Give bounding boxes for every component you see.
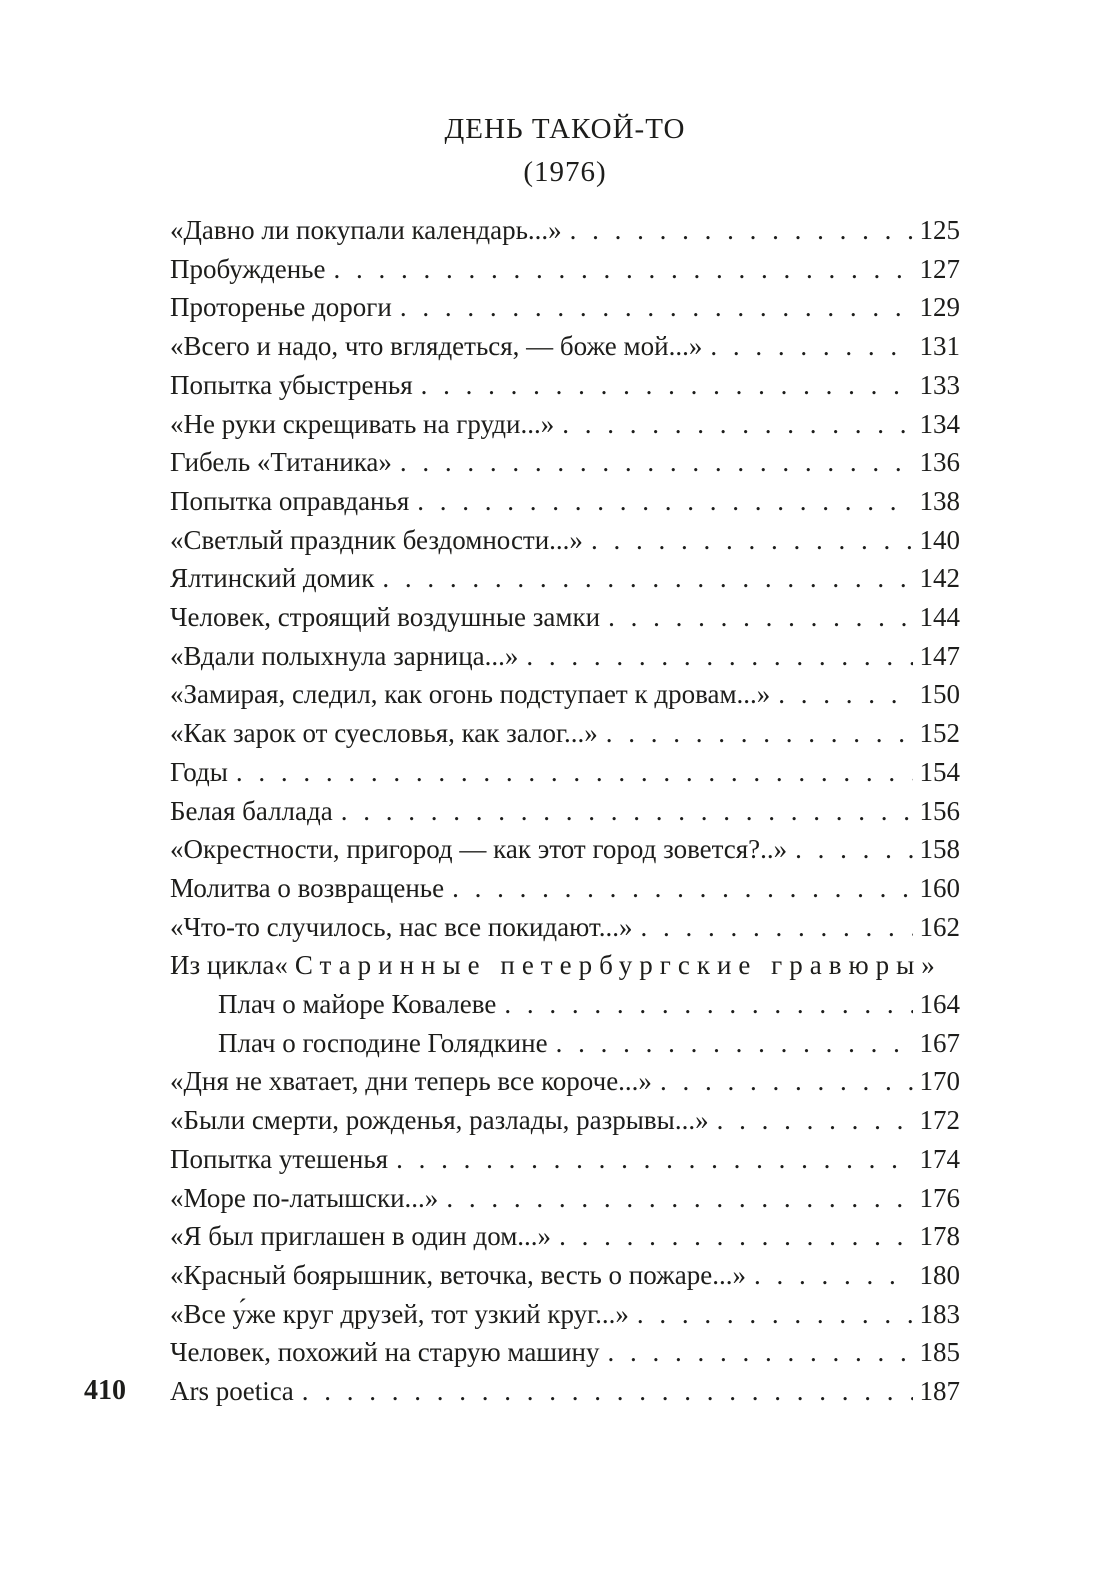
toc-entry-title: «Замирая, следил, как огонь подступает к дровам...»: [170, 679, 771, 710]
toc-entry-title: «Что-то случилось, нас все покидают...»: [170, 911, 633, 942]
toc-entry: [170, 211, 960, 250]
toc-list: [170, 211, 960, 1411]
toc-page-number: 154: [919, 756, 960, 787]
toc-entry-title: «Не руки скрещивать на груди...»: [170, 408, 555, 439]
section-title: ДЕНЬ ТАКОЙ-ТО: [444, 113, 686, 145]
toc-leader-dots: [496, 985, 913, 1024]
toc-entry-title: «Красный боярышник, веточка, весть о пожаре...»: [170, 1259, 746, 1290]
toc-entry-title: «Вдали полыхнула зарница...»: [170, 640, 519, 671]
toc-leader-dots: [392, 288, 913, 327]
toc-entry-title: «Всего и надо, что вглядеться, — боже мой...»: [170, 331, 703, 362]
toc-leader-dots: [392, 443, 913, 482]
toc-entry: [170, 521, 960, 560]
toc-page-number: 144: [919, 602, 960, 633]
toc-leader-dots: [600, 598, 913, 637]
toc-leader-dots: [746, 1256, 913, 1295]
toc-entry-title: Пробужденье: [170, 253, 326, 284]
toc-entry-title: Молитва о возвращенье: [170, 872, 445, 903]
toc-leader-dots: [388, 1140, 913, 1179]
toc-entry-title: «Окрестности, пригород — как этот город зовется?..»: [170, 834, 788, 865]
toc-page-number: 158: [919, 834, 960, 865]
toc-entry-title: Ялтинский домик: [170, 563, 375, 594]
toc-entry: [170, 405, 960, 444]
toc-leader-dots: [409, 482, 913, 521]
toc-entry: [170, 753, 960, 792]
folio-page-number: 410: [84, 1375, 126, 1406]
toc-leader-dots: [325, 250, 913, 289]
toc-leader-dots: [551, 1217, 913, 1256]
toc-page-number: 160: [919, 872, 960, 903]
toc-page-number: 176: [919, 1182, 960, 1213]
toc-entry-title: Человек, строящий воздушные замки: [170, 602, 601, 633]
toc-page-number: 170: [919, 1066, 960, 1097]
toc-entry: [170, 1295, 960, 1334]
toc-entry: [170, 250, 960, 289]
toc-entry: [170, 1062, 960, 1101]
toc-page-number: 185: [919, 1337, 960, 1368]
toc-leader-dots: [702, 327, 913, 366]
toc-page-number: 150: [919, 679, 960, 710]
toc-entry: [170, 366, 960, 405]
toc-entry-title: Гибель «Титаника»: [170, 447, 392, 478]
toc-page-number: 174: [919, 1143, 960, 1174]
toc-page-number: 162: [919, 911, 960, 942]
toc-leader-dots: [583, 521, 913, 560]
toc-entry: [170, 1024, 960, 1063]
toc-entry: [170, 792, 960, 831]
toc-entry-title: Плач о майоре Ковалеве: [218, 989, 497, 1020]
toc-entry: [170, 482, 960, 521]
toc-page-number: 127: [919, 253, 960, 284]
toc-leader-dots: [600, 1333, 914, 1372]
toc-leader-dots: [294, 1372, 913, 1411]
toc-leader-dots: [562, 211, 913, 250]
toc-page-number: 167: [919, 1027, 960, 1058]
toc-entry: [170, 714, 960, 753]
toc-leader-dots: [652, 1062, 913, 1101]
toc-leader-dots: [444, 869, 913, 908]
toc-leader-dots: [598, 714, 913, 753]
toc-entry-title: «Были смерти, рожденья, разлады, разрывы...»: [170, 1105, 709, 1136]
toc-entry-title: «Давно ли покупали календарь...»: [170, 215, 562, 245]
toc-entry: [170, 1179, 960, 1218]
toc-entry: [170, 1140, 960, 1179]
toc-leader-dots: [518, 637, 913, 676]
toc-page-number: 187: [919, 1376, 960, 1407]
toc-entry: [170, 1101, 960, 1140]
toc-entry-title: Плач о господине Голядкине: [218, 1027, 548, 1058]
toc-page-number: 147: [919, 640, 960, 671]
toc-page-number: 178: [919, 1221, 960, 1252]
toc-entry-title: «Я был приглашен в один дом...»: [170, 1221, 552, 1252]
toc-leader-dots: [228, 753, 913, 792]
toc-entry: [170, 1372, 960, 1411]
section-header: [170, 108, 960, 194]
toc-entry: [170, 946, 960, 985]
toc-entry-title: «Все у́же круг друзей, тот узкий круг...»: [170, 1298, 629, 1329]
toc-page-number: 152: [919, 718, 960, 749]
toc-page-number: 164: [919, 989, 960, 1020]
toc-leader-dots: [438, 1179, 913, 1218]
toc-entry-title: Человек, похожий на старую машину: [170, 1337, 600, 1368]
toc-entry: [170, 908, 960, 947]
toc-entry-title: «Дня не хватает, дни теперь все короче...»: [170, 1066, 652, 1097]
toc-entry: [170, 288, 960, 327]
toc-page-number: 183: [919, 1298, 960, 1329]
toc-page-number: 129: [919, 292, 960, 323]
toc-entry-title: «Как зарок от суесловья, как залог...»: [170, 718, 598, 749]
toc-entry: [170, 1256, 960, 1295]
toc-leader-dots: [413, 366, 913, 405]
toc-entry: [170, 559, 960, 598]
toc-entry-title: «Светлый праздник бездомности...»: [170, 524, 583, 555]
toc-entry: [170, 443, 960, 482]
toc-entry: [170, 830, 960, 869]
section-year: (1976): [523, 156, 607, 188]
toc-page-number: 156: [919, 795, 960, 826]
toc-page-number: 125: [919, 215, 960, 245]
toc-entry: [170, 598, 960, 637]
toc-entry: [170, 1217, 960, 1256]
toc-entry: [170, 869, 960, 908]
toc-entry-title: Попытка оправданья: [170, 485, 410, 516]
toc-page-number: 180: [919, 1259, 960, 1290]
toc-page-number: 133: [919, 369, 960, 400]
toc-entry: [170, 637, 960, 676]
toc-entry-title: Проторенье дороги: [170, 292, 392, 323]
toc-page-number: 142: [919, 563, 960, 594]
toc-page-number: 134: [919, 408, 960, 439]
toc-entry: [170, 675, 960, 714]
toc-page-number: 136: [919, 447, 960, 478]
toc-entry-title: Попытка убыстренья: [170, 369, 413, 400]
toc-leader-dots: [632, 908, 913, 947]
toc-leader-dots: [554, 405, 913, 444]
toc-leader-dots: [787, 830, 913, 869]
toc-entry-title: Попытка утешенья: [170, 1143, 389, 1174]
toc-leader-dots: [333, 792, 913, 831]
toc-entry: [170, 1333, 960, 1372]
toc-entry-title: Годы: [170, 756, 228, 787]
toc-leader-dots: [548, 1024, 913, 1063]
toc-entry-title-spaced: «Старинные петербургские гравюры»: [274, 950, 942, 981]
toc-entry-title: Из цикла: [170, 950, 275, 981]
toc-page-number: 140: [919, 524, 960, 555]
toc-leader-dots: [629, 1295, 913, 1334]
toc-entry: [170, 327, 960, 366]
toc-entry-title: Ars poetica: [170, 1376, 294, 1407]
toc-entry-title: «Море по-латышски...»: [170, 1182, 439, 1213]
toc-leader-dots: [709, 1101, 913, 1140]
toc-entry-title: Белая баллада: [170, 795, 333, 826]
toc-entry: [170, 985, 960, 1024]
toc-page-number: 172: [919, 1105, 960, 1136]
toc-page-number: 138: [919, 485, 960, 516]
toc-leader-dots: [374, 559, 913, 598]
toc-page-number: 131: [919, 331, 960, 362]
toc-leader-dots: [770, 675, 913, 714]
